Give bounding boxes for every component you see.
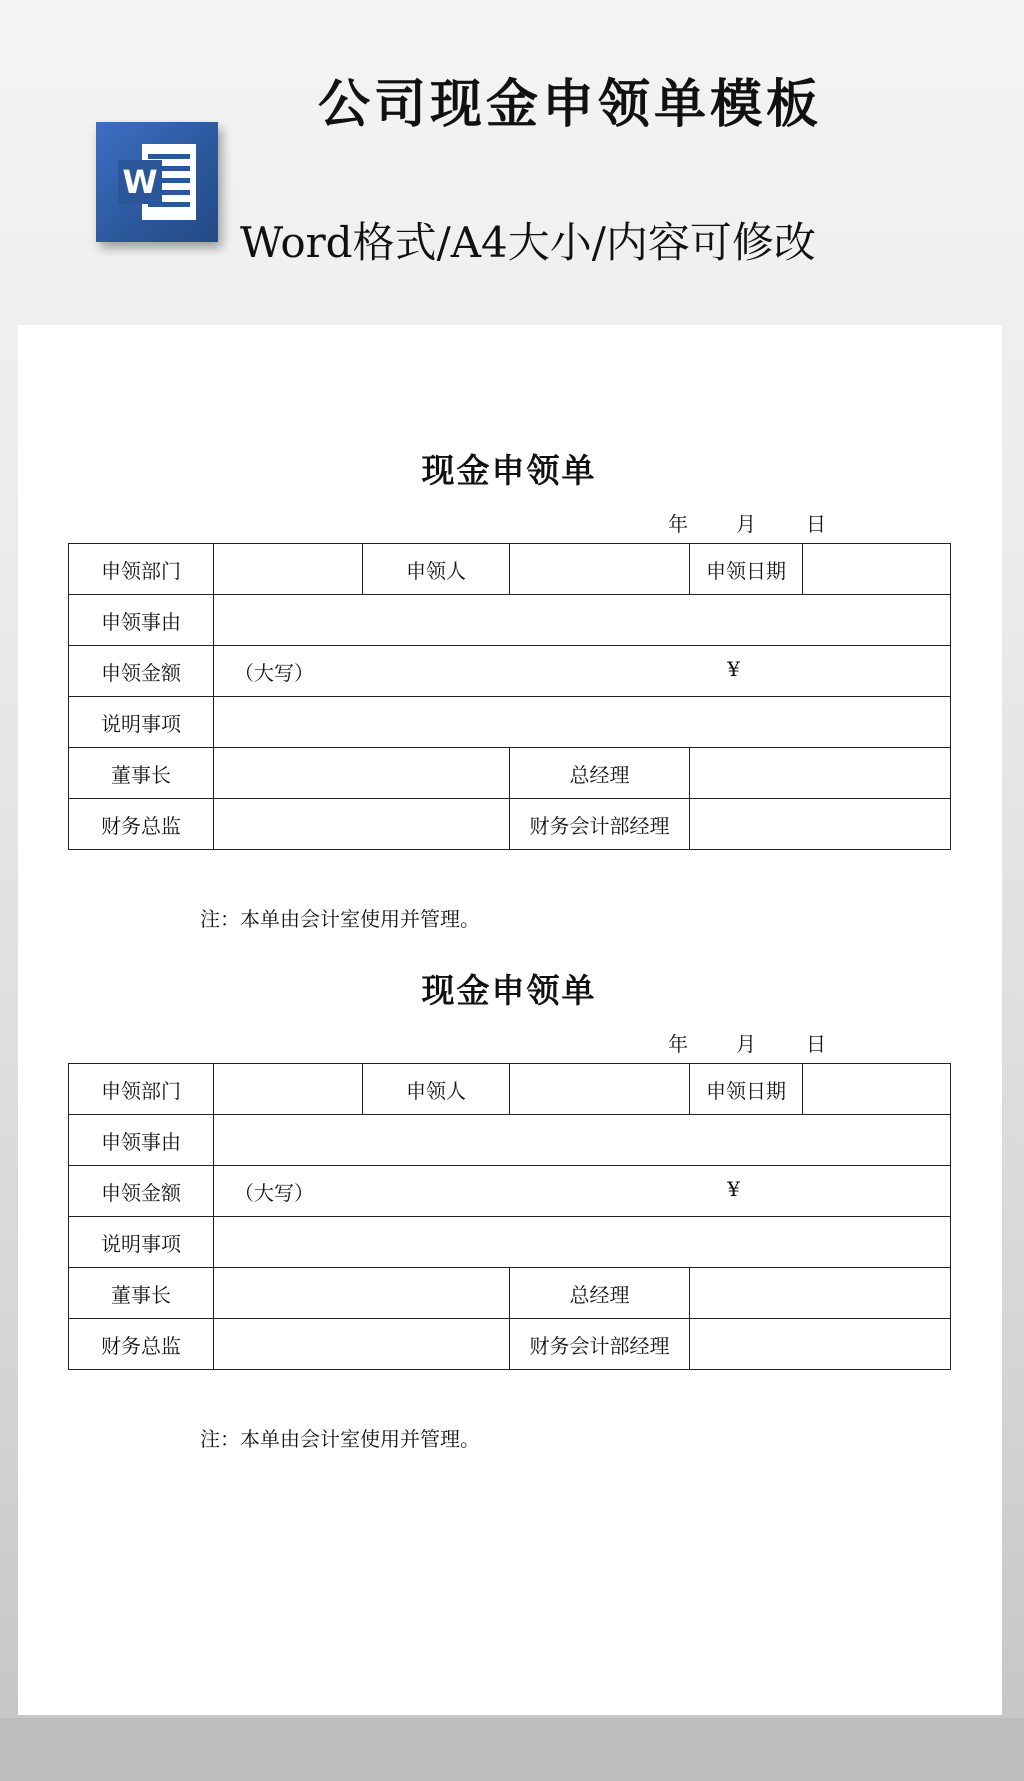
field-department[interactable]: [214, 1064, 363, 1115]
yen-symbol: ¥: [727, 656, 740, 681]
label-reason: 申领事由: [69, 1115, 214, 1166]
field-amount[interactable]: [214, 646, 951, 697]
field-notes[interactable]: [214, 1217, 951, 1268]
field-finance-director[interactable]: [214, 799, 510, 850]
label-accounting-manager: 财务会计部经理: [510, 1319, 690, 1370]
label-general-manager: 总经理: [510, 1268, 690, 1319]
label-chairman: 董事长: [69, 748, 214, 799]
cash-request-form-1: [68, 445, 950, 935]
label-reason: 申领事由: [69, 595, 214, 646]
table-row: [69, 1064, 951, 1115]
form-note: 注：本单由会计室使用并管理。: [200, 1427, 480, 1451]
table-row: [69, 1217, 951, 1268]
label-amount: 申领金额: [69, 646, 214, 697]
amount-words-label: （大写）: [234, 1180, 314, 1205]
form-table: [68, 543, 951, 850]
label-finance-director: 财务总监: [69, 799, 214, 850]
label-finance-director: 财务总监: [69, 1319, 214, 1370]
field-reason[interactable]: [214, 1115, 951, 1166]
table-row: [69, 1166, 951, 1217]
footer-band: [0, 1718, 1024, 1781]
document-paper: [18, 325, 1002, 1715]
label-chairman: 董事长: [69, 1268, 214, 1319]
cash-request-form-2: [68, 965, 950, 1455]
table-row: [69, 748, 951, 799]
field-amount[interactable]: [214, 1166, 951, 1217]
date-month: 月: [736, 512, 756, 536]
label-amount: 申领金额: [69, 1166, 214, 1217]
field-department[interactable]: [214, 544, 363, 595]
field-reason[interactable]: [214, 595, 951, 646]
date-line: [668, 508, 826, 537]
word-icon: [96, 122, 218, 242]
label-applicant: 申领人: [363, 1064, 510, 1115]
yen-symbol: ¥: [727, 1176, 740, 1201]
table-row: [69, 595, 951, 646]
date-line: [668, 1028, 826, 1057]
label-applicant: 申领人: [363, 544, 510, 595]
label-general-manager: 总经理: [510, 748, 690, 799]
label-notes: 说明事项: [69, 697, 214, 748]
field-chairman[interactable]: [214, 748, 510, 799]
field-apply-date[interactable]: [803, 1064, 951, 1115]
field-general-manager[interactable]: [690, 1268, 951, 1319]
field-notes[interactable]: [214, 697, 951, 748]
page-subtitle: Word格式/A4大小/内容可修改: [240, 218, 816, 267]
label-apply-date: 申领日期: [690, 1064, 803, 1115]
field-apply-date[interactable]: [803, 544, 951, 595]
date-month: 月: [736, 1032, 756, 1056]
table-row: [69, 1268, 951, 1319]
header: [0, 0, 1024, 330]
table-row: [69, 1319, 951, 1370]
form-note: 注：本单由会计室使用并管理。: [200, 907, 480, 931]
word-logo-letter: W: [118, 160, 162, 204]
field-accounting-manager[interactable]: [690, 1319, 951, 1370]
table-row: [69, 646, 951, 697]
label-apply-date: 申领日期: [690, 544, 803, 595]
amount-words-label: （大写）: [234, 660, 314, 685]
date-day: 日: [806, 1032, 826, 1056]
form-table: [68, 1063, 951, 1370]
label-notes: 说明事项: [69, 1217, 214, 1268]
label-department: 申领部门: [69, 544, 214, 595]
table-row: [69, 1115, 951, 1166]
field-accounting-manager[interactable]: [690, 799, 951, 850]
date-year: 年: [668, 512, 688, 536]
field-general-manager[interactable]: [690, 748, 951, 799]
table-row: [69, 799, 951, 850]
form-title: 现金申领单: [421, 451, 597, 490]
field-applicant[interactable]: [510, 1064, 690, 1115]
field-chairman[interactable]: [214, 1268, 510, 1319]
table-row: [69, 544, 951, 595]
date-day: 日: [806, 512, 826, 536]
date-year: 年: [668, 1032, 688, 1056]
label-department: 申领部门: [69, 1064, 214, 1115]
field-finance-director[interactable]: [214, 1319, 510, 1370]
page-title: 公司现金申领单模板: [317, 75, 822, 135]
label-accounting-manager: 财务会计部经理: [510, 799, 690, 850]
table-row: [69, 697, 951, 748]
field-applicant[interactable]: [510, 544, 690, 595]
form-title: 现金申领单: [421, 971, 597, 1010]
